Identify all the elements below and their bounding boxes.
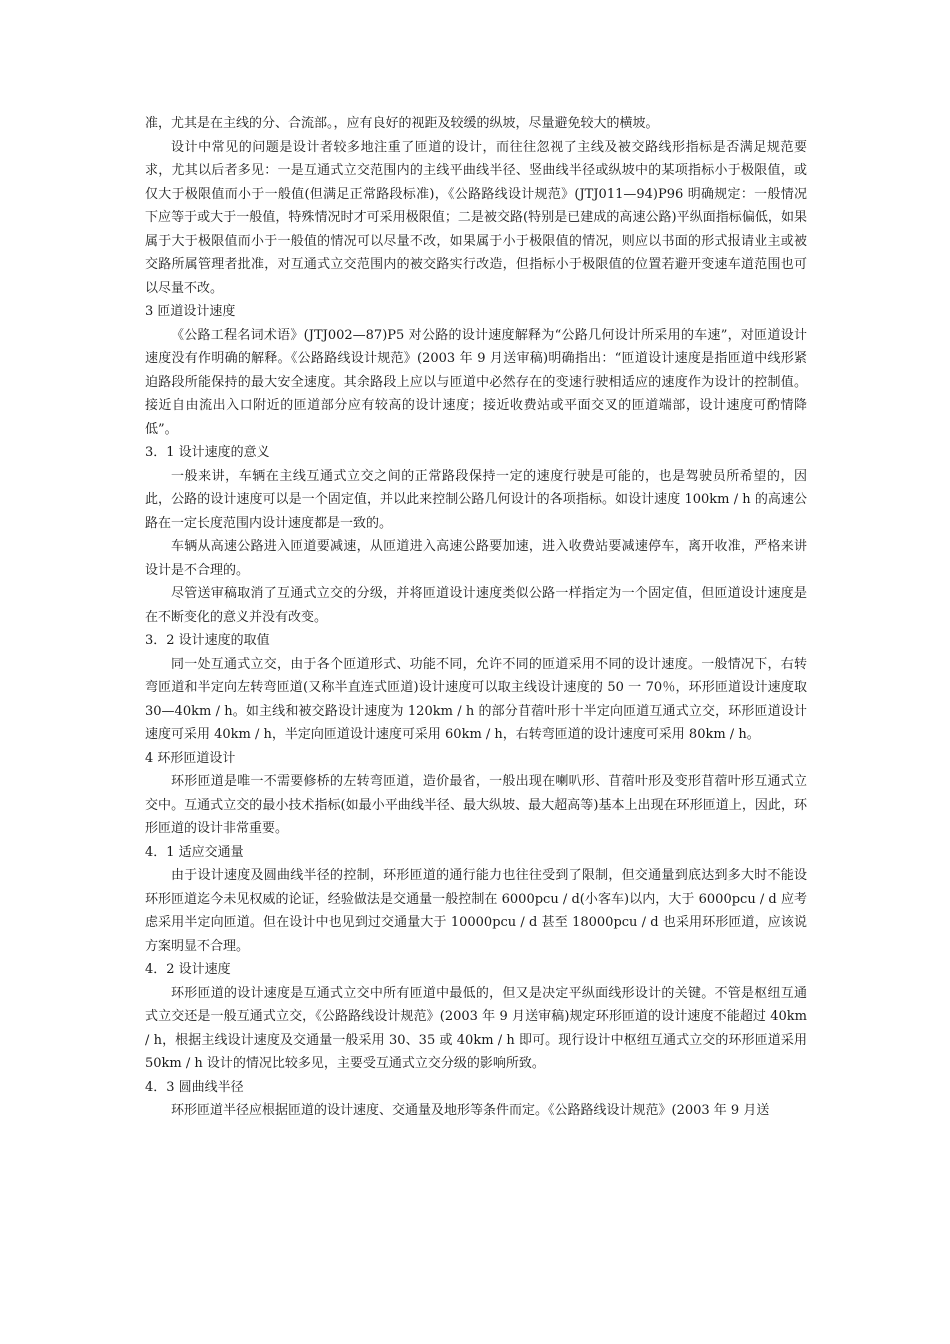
paragraph: 尽管送审稿取消了互通式立交的分级，并将匝道设计速度类似公路一样指定为一个固定值，但匝道设计速度是在不断变化的意义并没有改变。 bbox=[145, 586, 807, 625]
section-heading: 4 环形匝道设计 bbox=[145, 750, 236, 766]
paragraph: 《公路工程名词术语》(JTJ002—87)P5 对公路的设计速度解释为“公路几何设计所采用的车速”，对匝道设计速度没有作明确的解释。《公路路线设计规范》(2003 年 9 月送审稿)明确指出：“匝道设计速度是指匝道中线形紧迫路段所能保持的最大安全速度。其余路段上应以与匝道中必然存在的变速行驶相适应的速度作为设计的控制值。接近自由流出入口附近的匝道部分应有较高的设计速度；接近收费站或平面交叉的匝道端部，设计速度可酌情降低”。 bbox=[145, 327, 807, 437]
paragraph: 由于设计速度及圆曲线半径的控制，环形匝道的通行能力也往往受到了限制，但交通量到底达到多大时不能设环形匝道迄今未见权威的论证，经验做法是交通量一般控制在 6000pcu / d(小客车)以内，大于 6000pcu / d 应考虑采用半定向匝道。但在设计中也见到过交通量大于 10000pcu / d 甚至 18000pcu / d 也采用环形匝道，应该说方案明显不合理。 bbox=[145, 868, 807, 954]
subsection-heading: 4．1 适应交通量 bbox=[145, 844, 244, 860]
paragraph: 环形匝道的设计速度是互通式立交中所有匝道中最低的，但又是决定平纵面线形设计的关键。不管是枢纽互通式立交还是一般互通式立交，《公路路线设计规范》(2003 年 9 月送审稿)规定环形匝道的设计速度不能超过 40km / h，根据主线设计速度及交通量一般采用 30、35 或 40km / h 即可。现行设计中枢纽互通式立交的环形匝道采用 50km / h 设计的情况比较多见，主要受互通式立交分级的影响所致。 bbox=[145, 985, 807, 1071]
section-heading: 3 匝道设计速度 bbox=[145, 304, 236, 319]
subsection-heading: 4．2 设计速度 bbox=[145, 962, 231, 977]
paragraph: 设计中常见的问题是设计者较多地注重了匝道的设计，而往往忽视了主线及被交路线形指标是否满足规范要求，尤其以后者多见：一是互通式立交范围内的主线平曲线半径、竖曲线半径或纵坡中的某项指标小于极限值，或仅大于极限值而小于一般值(但满足正常路段标准)，《公路路线设计规范》(JTJ011—94)P96 明确规定：一般情况下应等于或大于一般值，特殊情况时才可采用极限值；二是被交路(特别是已建成的高速公路)平纵面指标偏低，如果属于大于极限值而小于一般值的情况可以尽量不改，如果属于小于极限值的情况，则应以书面的形式报请业主或被交路所属管理者批准，对互通式立交范围内的被交路实行改造，但指标小于极限值的位置若避开变速车道范围也可以尽量不改。 bbox=[145, 139, 807, 296]
paragraph: 车辆从高速公路进入匝道要减速，从匝道进入高速公路要加速，进入收费站要减速停车，离开收准，严格来讲设计是不合理的。 bbox=[145, 539, 807, 578]
document-body bbox=[145, 112, 807, 1123]
paragraph: 环形匝道是唯一不需要修桥的左转弯匝道，造价最省，一般出现在喇叭形、苜蓿叶形及变形苜蓿叶形互通式立交中。互通式立交的最小技术指标(如最小平曲线半径、最大纵坡、最大超高等)基本上出现在环形匝道上，因此，环形匝道的设计非常重要。 bbox=[145, 774, 807, 836]
paragraph: 准，尤其是在主线的分、合流部。，应有良好的视距及较缓的纵坡，尽量避免较大的横坡。 bbox=[145, 116, 659, 131]
paragraph: 一般来讲，车辆在主线互通式立交之间的正常路段保持一定的速度行驶是可能的，也是驾驶员所希望的，因此，公路的设计速度可以是一个固定值，并以此来控制公路几何设计的各项指标。如设计速度 100km / h 的高速公路在一定长度范围内设计速度都是一致的。 bbox=[145, 468, 807, 531]
subsection-heading: 4．3 圆曲线半径 bbox=[145, 1079, 244, 1095]
subsection-heading: 3．2 设计速度的取值 bbox=[145, 633, 270, 648]
subsection-heading: 3．1 设计速度的意义 bbox=[145, 445, 270, 460]
paragraph: 环形匝道半径应根据匝道的设计速度、交通量及地形等条件而定。《公路路线设计规范》(2003 年 9 月送 bbox=[171, 1103, 770, 1118]
paragraph: 同一处互通式立交，由于各个匝道形式、功能不同，允许不同的匝道采用不同的设计速度。一般情况下，右转弯匝道和半定向左转弯匝道(又称半直连式匝道)设计速度可以取主线设计速度的 50 一 70％，环形匝道设计速度取 30—40km / h。如主线和被交路设计速度为 120km / h 的部分苜蓿叶形十半定向匝道互通式立交，环形匝道设计速度可采用 40km / h，半定向匝道设计速度可采用 60km / h，右转弯匝道的设计速度可采用 80km / h。 bbox=[145, 656, 807, 742]
